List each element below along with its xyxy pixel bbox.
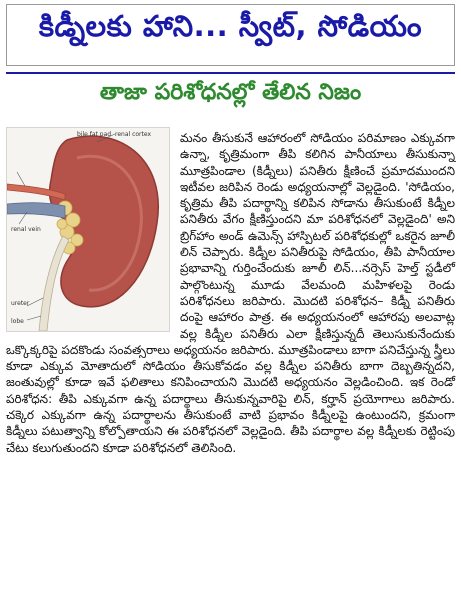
subheadline: తాజా పరిశోధనల్లో తేలిన నిజం (99, 80, 362, 105)
image-spacer (6, 130, 180, 330)
label-ureter: ureter (11, 300, 30, 307)
label-bile-fat-pad: bile fat pad (77, 131, 112, 138)
article-paragraph: మనం తీసుకునే ఆహారంలో సోడియం పరిమాణం ఎక్కువగా ఉన్నా, కృత్రిమంగా తీపి కలిగిన పానీయాలు తీసుకున్నా మూత్రపిండాల (కిడ్నీలు) పనితీరు క్షీణించే ప్రమాదముందని ఇటీవల జరిపిన రెండు అధ్యయనాల్లో వెల్లడైంది. 'సోడియం, కృత్రిమ తీపి పదార్థాన్ని కలిపిన సోడాను తీసుకుంటే కిడ్నీల పనితీరు వేగం క్షీణిస్తుందని మా పరిశోధనలో వెల్లడైంది' అని బ్రిగ్‌హాం అండ్ ఉమెన్స్ హాస్పిటల్ పరిశోధకుల్లో ఒకరైన జూలీ లిన్ చెప్పారు. కిడ్నీల పనితీరుపై సోడియం, తీపి పానీయాల ప్రభావాన్ని గుర్తించేందుకు జూలీ లిన్...నర్సెస్ హెల్త్ స్టడీలో పాల్గొంటున్న మూడు వేలమంది మహిళలపై రెండు పరిశోధనలు జరిపారు. మొదటి పరిశోధన– కిడ్నీ పనితీరు దంపై ఆహారం పాత్ర. ఈ అధ్యయనంలో ఆహారపు అలవాట్ల వల్ల కిడ్నీల పనితీరు ఎలా క్షీణిస్తున్నదీ తెలుసుకునేందుకు ఒక్కొక్కరిపై పదకొండు సంవత్సరాలు అధ్యయనం జరిపారు. మూత్రపిండాలు బాగా పనిచేస్తున్న స్త్రీలు కూడా ఎక్కువ మోతాదులో సోడియం తీసుకోవడం వల్ల కిడ్నీల పనితీరు బాగా దెబ్బతిన్నదని, జంతువుల్లో కూడా ఇవే ఫలితాలు కనిపించాయని మొదటి అధ్యయనం వెల్లడించింది. ఇక రెండో పరిశోధన: తీపి ఎక్కువగా ఉన్న పదార్థాలు తీసుకున్నవారిపై లిన్, కర్హాన్ ప్రయోగాలు జరిపారు. చక్కెర ఎక్కువగా ఉన్న పదార్థాలను తీసుకుంటే వాటి ప్రభావం కిడ్నీలపై ఉంటుందని, క్రమంగా కిడ్నీలు పటుత్వాన్ని కోల్పోతాయని ఈ పరిశోధనలో వెల్లడైంది. తీపి పదార్థాల వల్ల కిడ్నీలకు రెట్టింపు చేటు కలుగుతుందని కూడా పరిశోధనలో తెలిసింది. (6, 131, 455, 455)
label-renal-vein: renal vein (11, 226, 41, 233)
label-renal-cortex: renal cortex (115, 131, 152, 138)
headline-divider (6, 72, 455, 74)
article-body (6, 130, 455, 456)
headline: కిడ్నీలకు హాని... స్వీట్, సోడియం (38, 9, 423, 43)
headline-box (6, 4, 455, 66)
label-lobe: lobe (11, 318, 24, 325)
